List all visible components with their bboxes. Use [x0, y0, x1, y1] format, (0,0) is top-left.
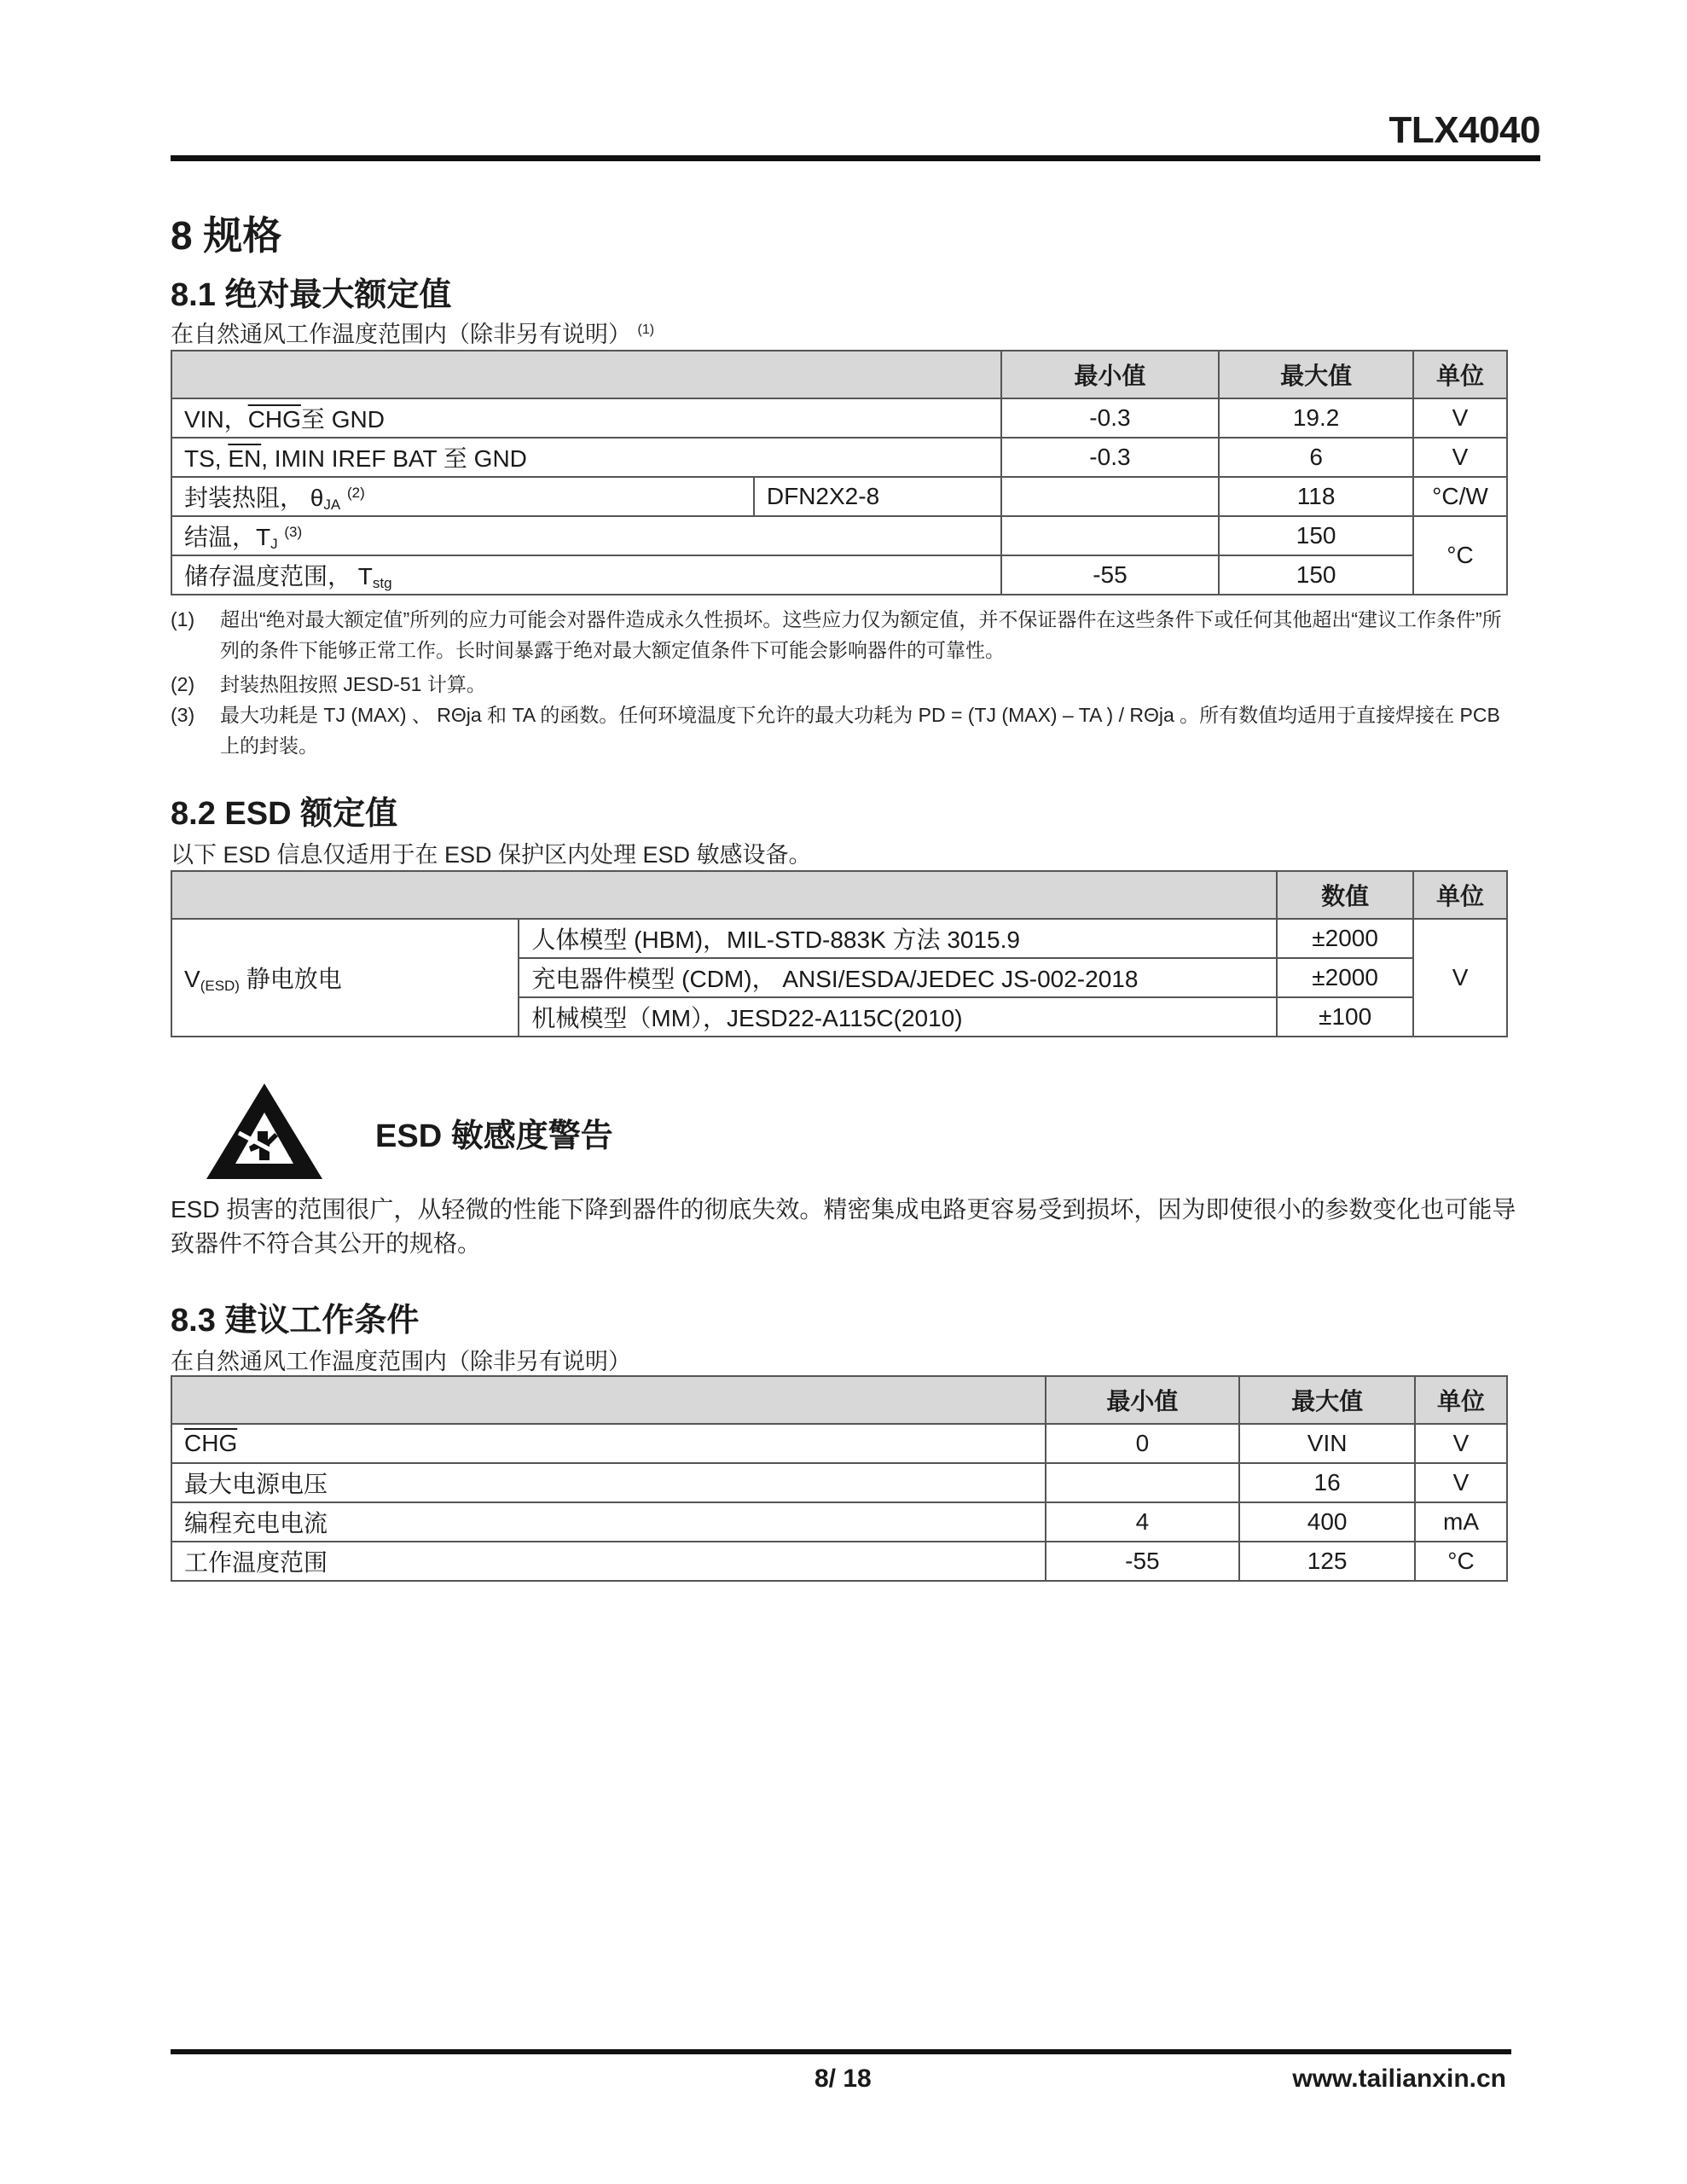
max-cell: 400	[1239, 1502, 1415, 1542]
section-heading: 8 规格	[171, 213, 282, 258]
unit-cell: °C	[1415, 1542, 1507, 1581]
unit-cell: V	[1413, 398, 1507, 438]
param-cell: $V_{(ESD)}$ 静电放电	[171, 919, 519, 1037]
min-cell	[1046, 1463, 1240, 1502]
abs-max-note: 在自然通风工作温度范围内（除非另有说明） $^{(1)}$	[171, 322, 655, 347]
min-cell: -55	[1001, 555, 1220, 595]
table-row	[171, 919, 1507, 958]
recommended-table	[171, 1375, 1508, 1582]
max-cell: 150	[1219, 516, 1413, 555]
table-header-row	[171, 871, 1507, 919]
max-cell: 150	[1219, 555, 1413, 595]
recommended-heading: 8.3 建议工作条件	[171, 1303, 420, 1339]
col-max: 最大值	[1219, 351, 1413, 398]
table-row	[171, 516, 1507, 555]
min-cell: -0.3	[1001, 438, 1220, 477]
table-row	[171, 398, 1507, 438]
col-unit: 单位	[1413, 351, 1507, 398]
unit-cell: V	[1415, 1424, 1507, 1463]
unit-cell: V	[1413, 438, 1507, 477]
doc-part-number: TLX4040	[1388, 109, 1540, 151]
param-cell: 编程充电电流	[171, 1502, 1046, 1542]
esd-warning-title: ESD 敏感度警告	[375, 1118, 613, 1154]
table-header-param	[171, 351, 1001, 398]
page-number: 8/ 18	[815, 2065, 872, 2093]
unit-cell: °C	[1413, 516, 1507, 595]
min-cell	[1001, 477, 1220, 516]
model-cell: 人体模型 (HBM)，MIL-STD-883K 方法 3015.9	[519, 919, 1277, 958]
value-cell: ±100	[1277, 997, 1413, 1037]
footnote: (2) 封装热阻按照 JESD-51 计算。	[171, 673, 486, 695]
max-cell: 6	[1219, 438, 1413, 477]
table-header-param	[171, 1376, 1046, 1424]
col-unit: 单位	[1415, 1376, 1507, 1424]
min-cell: 4	[1046, 1502, 1240, 1542]
max-cell: 125	[1239, 1542, 1415, 1581]
table-row	[171, 438, 1507, 477]
col-unit: 单位	[1413, 871, 1507, 919]
esd-warning-text: ESD 损害的范围很广，从轻微的性能下降到器件的彻底失效。精密集成电路更容易受到损坏，因为即使很小的参数变化也可能导致器件不符合其公开的规格。	[171, 1196, 1516, 1257]
table-header-row	[171, 1376, 1507, 1424]
esd-ratings-table	[171, 870, 1508, 1037]
esd-ratings-note: 以下 ESD 信息仅适用于在 ESD 保护区内处理 ESD 敏感设备。	[171, 842, 812, 868]
footnote: (3) 最大功耗是 TJ (MAX) 、 RΘja 和 TA 的函数。任何环境温度下允许的最大功耗为 PD = (TJ (MAX) – TA ) / RΘja 。所有数值均适用于直接焊接在 PCB 上的封装。	[171, 704, 1500, 757]
min-cell: -0.3	[1001, 398, 1220, 438]
esd-warning-icon	[205, 1082, 324, 1181]
esd-ratings-heading: 8.2 ESD 额定值	[171, 796, 398, 832]
param-cell: 结温，$T_J$ $^{(3)}$	[171, 516, 1001, 555]
max-cell: 16	[1239, 1463, 1415, 1502]
table-row	[171, 1463, 1507, 1502]
max-cell: 19.2	[1219, 398, 1413, 438]
param-cell: 工作温度范围	[171, 1542, 1046, 1581]
unit-cell: V	[1413, 919, 1507, 1037]
footer-url[interactable]: www.tailianxin.cn	[1292, 2065, 1506, 2093]
col-min: 最小值	[1046, 1376, 1240, 1424]
col-max: 最大值	[1239, 1376, 1415, 1424]
min-cell: 0	[1046, 1424, 1240, 1463]
abs-max-heading: 8.1 绝对最大额定值	[171, 277, 452, 313]
min-cell	[1001, 516, 1220, 555]
value-cell: ±2000	[1277, 958, 1413, 997]
max-cell: 118	[1219, 477, 1413, 516]
param-cell: 储存温度范围， $T_{stg}$	[171, 555, 1001, 595]
abs-max-table	[171, 350, 1508, 595]
header-rule	[171, 155, 1540, 161]
footnote: (1) 超出“绝对最大额定值”所列的应力可能会对器件造成永久性损坏。这些应力仅为额定值，并不保证器件在这些条件下或任何其他超出“建议工作条件”所列的条件下能够正常工作。长时间暴露于绝对最大额定值条件下可能会影响器件的可靠性。	[171, 608, 1502, 661]
footer-rule	[171, 2049, 1511, 2054]
param-cell: VIN，$\overline{CHG}$至 GND	[171, 398, 1001, 438]
table-row	[171, 1542, 1507, 1581]
model-cell: 充电器件模型 (CDM)， ANSI/ESDA/JEDEC JS-002-2018	[519, 958, 1277, 997]
param-cell: TS, $\overline{EN}$, IMIN IREF BAT 至 GND	[171, 438, 1001, 477]
min-cell: -55	[1046, 1542, 1240, 1581]
package-cell: DFN2X2-8	[754, 477, 1001, 516]
param-cell: 最大电源电压	[171, 1463, 1046, 1502]
unit-cell: °C/W	[1413, 477, 1507, 516]
table-row	[171, 555, 1507, 595]
col-value: 数值	[1277, 871, 1413, 919]
model-cell: 机械模型（MM），JESD22-A115C(2010)	[519, 997, 1277, 1037]
param-cell: $\overline{CHG}$	[171, 1424, 1046, 1463]
col-min: 最小值	[1001, 351, 1220, 398]
unit-cell: mA	[1415, 1502, 1507, 1542]
unit-cell: V	[1415, 1463, 1507, 1502]
value-cell: ±2000	[1277, 919, 1413, 958]
max-cell: VIN	[1239, 1424, 1415, 1463]
table-row	[171, 1502, 1507, 1542]
table-header-param	[171, 871, 1277, 919]
table-row	[171, 1424, 1507, 1463]
table-row	[171, 477, 1507, 516]
table-header-row	[171, 351, 1507, 398]
param-cell: 封装热阻， $\theta_{JA}$ $^{(2)}$	[171, 477, 754, 516]
recommended-note: 在自然通风工作温度范围内（除非另有说明）	[171, 1349, 631, 1374]
